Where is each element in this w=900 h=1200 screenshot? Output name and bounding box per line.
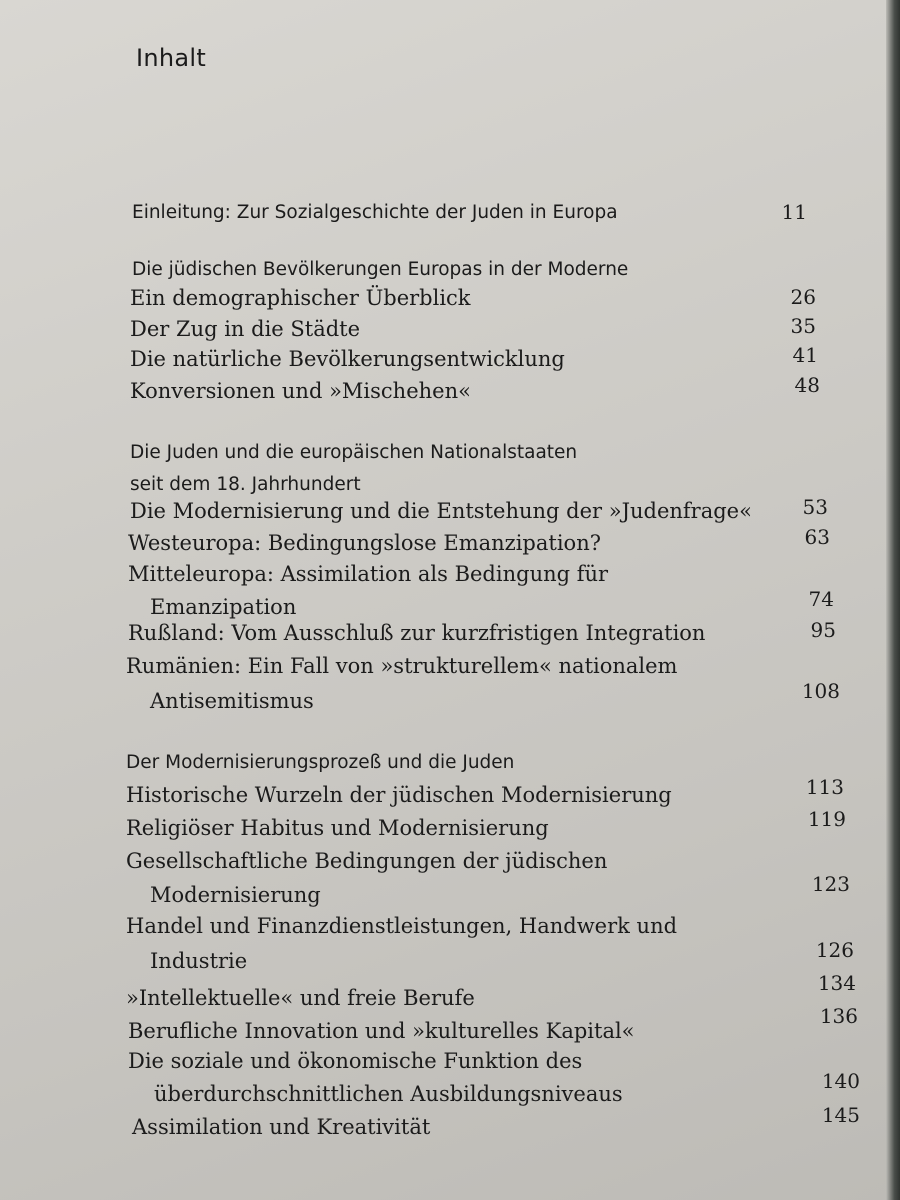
toc-entry-title: Ein demographischer Überblick — [130, 286, 471, 310]
toc-entry-page: 123 — [811, 872, 850, 896]
toc-entry-page: 11 — [781, 200, 807, 224]
toc-section-title: Die jüdischen Bevölkerungen Europas in der Moderne — [132, 259, 629, 280]
background-edge — [886, 0, 900, 1200]
toc-entry-title: »Intellektuelle« und freie Berufe — [126, 986, 475, 1010]
toc-entry-title: Historische Wurzeln der jüdischen Modernisierung — [126, 783, 672, 807]
toc-entry-title: überdurchschnittlichen Ausbildungsniveaus — [154, 1082, 623, 1106]
toc-entry-page: 140 — [821, 1069, 860, 1093]
toc-entry-title: Assimilation und Kreativität — [132, 1115, 431, 1139]
toc-entry-page: 53 — [802, 495, 828, 519]
page-title: Inhalt — [136, 44, 207, 72]
toc-entry-title: Gesellschaftliche Bedingungen der jüdischen — [126, 849, 608, 873]
toc-entry-title: Westeuropa: Bedingungslose Emanzipation? — [128, 531, 601, 555]
toc-section-title: seit dem 18. Jahrhundert — [130, 474, 361, 495]
toc-entry-title: Industrie — [150, 949, 248, 973]
toc-entry-title: Konversionen und »Mischehen« — [130, 379, 471, 403]
toc-entry-title: Die natürliche Bevölkerungsentwicklung — [130, 347, 565, 371]
toc-entry-title: Emanzipation — [150, 595, 297, 619]
toc-entry-title: Religiöser Habitus und Modernisierung — [126, 816, 549, 840]
toc-entry-title: Antisemitismus — [150, 689, 314, 713]
toc-entry-page: 74 — [808, 587, 834, 611]
toc-entry-page: 108 — [801, 679, 840, 703]
toc-entry-title: Rußland: Vom Ausschluß zur kurzfristigen Integration — [128, 621, 706, 645]
toc-section-title: Die Juden und die europäischen Nationalstaaten — [130, 442, 578, 463]
toc-entry-title: Der Zug in die Städte — [130, 317, 361, 341]
toc-entry-page: 35 — [790, 314, 816, 338]
toc-entry-page: 113 — [805, 775, 844, 799]
toc-entry-page: 119 — [807, 807, 846, 831]
toc-entry-title: Handel und Finanzdienstleistungen, Handwerk und — [126, 914, 678, 938]
toc-entry-page: 48 — [794, 373, 820, 397]
toc-entry-title: Einleitung: Zur Sozialgeschichte der Juden in Europa — [132, 202, 618, 223]
toc-entry-title: Mitteleuropa: Assimilation als Bedingung für — [128, 562, 609, 586]
toc-entry-page: 134 — [817, 971, 856, 995]
toc-section-title: Der Modernisierungsprozeß und die Juden — [126, 752, 515, 773]
toc-entry-page: 26 — [790, 285, 816, 309]
toc-entry-title: Modernisierung — [150, 883, 321, 907]
toc-entry-page: 63 — [804, 525, 830, 549]
toc-entry-title: Die soziale und ökonomische Funktion des — [128, 1049, 583, 1073]
toc-entry-title: Die Modernisierung und die Entstehung der »Judenfrage« — [130, 499, 752, 523]
toc-entry-page: 95 — [810, 618, 836, 642]
toc-entry-title: Rumänien: Ein Fall von »strukturellem« nationalem — [126, 654, 678, 678]
toc-entry-page: 41 — [792, 343, 818, 367]
toc-entry-title: Berufliche Innovation und »kulturelles Kapital« — [128, 1019, 635, 1043]
toc-entry-page: 136 — [819, 1004, 858, 1028]
toc-entry-page: 145 — [821, 1103, 860, 1127]
toc-entry-page: 126 — [815, 938, 854, 962]
